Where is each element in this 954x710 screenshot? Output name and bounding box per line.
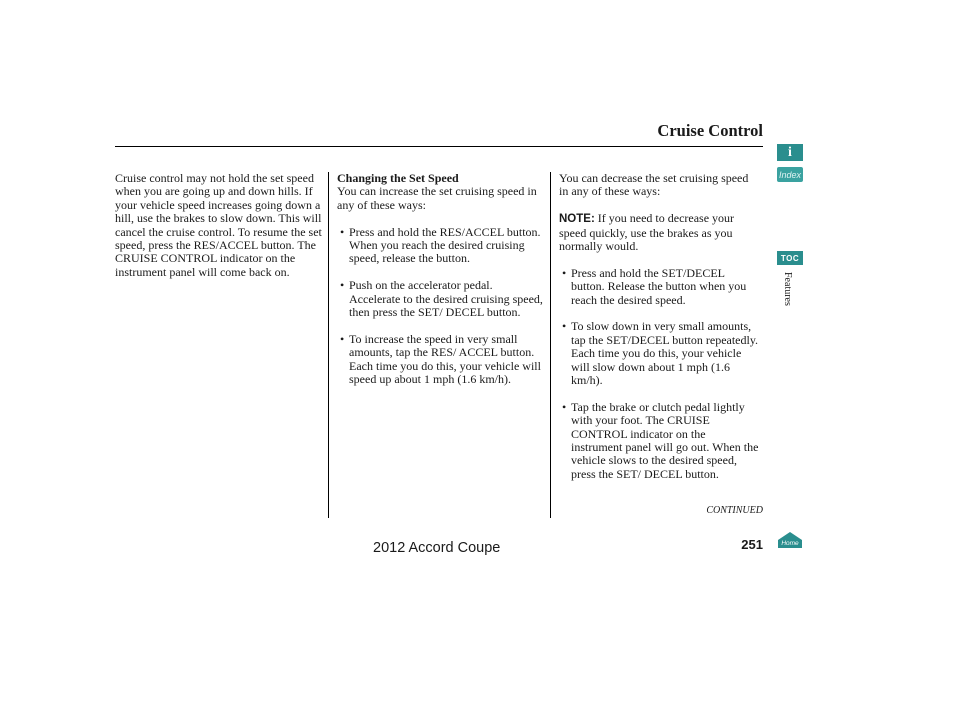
note-label: NOTE: [559,213,595,226]
increase-speed-list [337,226,543,387]
home-button[interactable] [777,531,803,549]
header-rule [115,146,763,147]
column-divider-1 [328,172,329,518]
page-number: 251 [741,537,763,552]
note-text: If you need to decrease your speed quickly, use the brakes as you normally would. [559,211,735,254]
continued-label: CONTINUED [706,505,763,516]
list-item: • Tap the brake or clutch pedal lightly with your foot. The CRUISE CONTROL indicator on the instrument panel will go out. When the vehicle slows to the desired speed, press the SET/ DECEL button. [559,401,759,481]
column-divider-2 [550,172,551,518]
list-item: • Press and hold the SET/DECEL button. Release the button when you reach the desired speed. [559,267,759,307]
section-heading: Changing the Set Speed [337,171,459,185]
note-paragraph [559,212,759,253]
toc-button[interactable] [777,251,803,265]
index-icon: Index [778,169,802,180]
toc-icon: TOC [780,253,800,263]
list-item: • Press and hold the RES/ACCEL button. When you reach the desired cruising speed, release the button. [337,226,543,266]
column-1 [115,172,325,279]
index-button[interactable] [777,167,803,182]
info-icon: i [788,144,792,160]
list-item: • To increase the speed in very small amounts, tap the RES/ ACCEL button. Each time you do this, your vehicle will speed up about 1 mph (1.6 km/h). [337,333,543,387]
book-title: 2012 Accord Coupe [373,540,501,556]
section-label: Features [782,272,793,306]
column-1-text: Cruise control may not hold the set speed when you are going up and down hills. If your vehicle speed increases going down a hill, use the brakes to slow down. This will cancel the cruise control. To resume the set speed, press the RES/ACCEL button. The CRUISE CONTROL indicator on the instrument panel will come back on. [115,171,322,279]
list-item: • Push on the accelerator pedal. Accelerate to the desired cruising speed, then press the SET/ DECEL button. [337,279,543,319]
decrease-speed-list [559,267,759,481]
column-3-intro: You can decrease the set cruising speed in any of these ways: [559,171,749,199]
column-3 [559,172,759,481]
list-item: • To slow down in very small amounts, tap the SET/DECEL button repeatedly. Each time you do this, your vehicle will slow down about 1 mph (1.6 km/h). [559,320,759,387]
info-button[interactable] [777,144,803,161]
home-icon [777,531,803,549]
column-2 [337,172,543,386]
page-title: Cruise Control [657,121,763,140]
home-label: Home [781,540,799,547]
column-2-intro: You can increase the set cruising speed in any of these ways: [337,184,537,212]
